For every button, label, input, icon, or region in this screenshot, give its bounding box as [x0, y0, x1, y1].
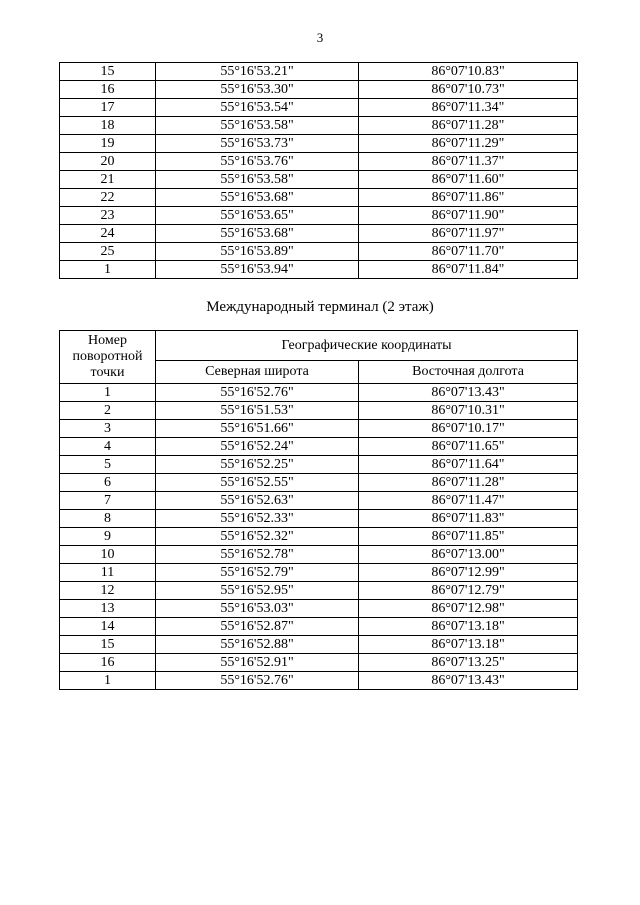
latitude-cell: 55°16'52.63" — [156, 492, 359, 510]
table-row — [60, 402, 578, 420]
longitude-cell: 86°07'10.83" — [359, 63, 578, 81]
latitude-cell: 55°16'53.30" — [156, 81, 359, 99]
latitude-cell: 55°16'51.66" — [156, 420, 359, 438]
point-number-cell: 11 — [60, 564, 156, 582]
point-number-cell: 3 — [60, 420, 156, 438]
table-row — [60, 63, 578, 81]
longitude-cell: 86°07'13.25" — [359, 654, 578, 672]
point-number-cell: 13 — [60, 600, 156, 618]
point-number-cell: 4 — [60, 438, 156, 456]
point-number-cell: 7 — [60, 492, 156, 510]
longitude-cell: 86°07'11.47" — [359, 492, 578, 510]
latitude-cell: 55°16'52.91" — [156, 654, 359, 672]
point-number-cell: 15 — [60, 63, 156, 81]
point-number-cell: 16 — [60, 81, 156, 99]
longitude-cell: 86°07'11.85" — [359, 528, 578, 546]
table-row — [60, 492, 578, 510]
point-number-cell: 21 — [60, 171, 156, 189]
latitude-cell: 55°16'53.89" — [156, 243, 359, 261]
longitude-cell: 86°07'11.97" — [359, 225, 578, 243]
longitude-cell: 86°07'11.86" — [359, 189, 578, 207]
latitude-cell: 55°16'53.58" — [156, 171, 359, 189]
point-number-cell: 24 — [60, 225, 156, 243]
longitude-cell: 86°07'11.37" — [359, 153, 578, 171]
latitude-cell: 55°16'53.68" — [156, 225, 359, 243]
longitude-cell: 86°07'10.73" — [359, 81, 578, 99]
point-number-cell: 5 — [60, 456, 156, 474]
longitude-cell: 86°07'13.00" — [359, 546, 578, 564]
table-row — [60, 528, 578, 546]
latitude-cell: 55°16'52.76" — [156, 672, 359, 690]
point-number-cell: 20 — [60, 153, 156, 171]
longitude-cell: 86°07'11.84" — [359, 261, 578, 279]
table-row — [60, 600, 578, 618]
point-number-cell: 14 — [60, 618, 156, 636]
latitude-cell: 55°16'53.58" — [156, 117, 359, 135]
header-longitude: Восточная долгота — [359, 361, 578, 384]
latitude-cell: 55°16'53.73" — [156, 135, 359, 153]
header-geo-coordinates: Географические координаты — [156, 331, 578, 361]
point-number-cell: 15 — [60, 636, 156, 654]
latitude-cell: 55°16'52.33" — [156, 510, 359, 528]
longitude-cell: 86°07'13.43" — [359, 672, 578, 690]
longitude-cell: 86°07'11.83" — [359, 510, 578, 528]
latitude-cell: 55°16'53.68" — [156, 189, 359, 207]
point-number-cell: 6 — [60, 474, 156, 492]
table-row — [60, 99, 578, 117]
table-row — [60, 117, 578, 135]
latitude-cell: 55°16'53.94" — [156, 261, 359, 279]
longitude-cell: 86°07'10.31" — [359, 402, 578, 420]
table-row — [60, 171, 578, 189]
longitude-cell: 86°07'11.60" — [359, 171, 578, 189]
longitude-cell: 86°07'11.65" — [359, 438, 578, 456]
table-row — [60, 618, 578, 636]
latitude-cell: 55°16'52.87" — [156, 618, 359, 636]
table-row — [60, 510, 578, 528]
point-number-cell: 16 — [60, 654, 156, 672]
table-row — [60, 135, 578, 153]
latitude-cell: 55°16'53.54" — [156, 99, 359, 117]
table2-body — [60, 384, 578, 690]
point-number-cell: 8 — [60, 510, 156, 528]
point-number-cell: 25 — [60, 243, 156, 261]
table2-header — [60, 331, 578, 384]
longitude-cell: 86°07'13.18" — [359, 636, 578, 654]
latitude-cell: 55°16'52.88" — [156, 636, 359, 654]
longitude-cell: 86°07'13.43" — [359, 384, 578, 402]
table-row — [60, 438, 578, 456]
table-row — [60, 456, 578, 474]
table-row — [60, 261, 578, 279]
latitude-cell: 55°16'52.55" — [156, 474, 359, 492]
latitude-cell: 55°16'52.78" — [156, 546, 359, 564]
point-number-cell: 12 — [60, 582, 156, 600]
latitude-cell: 55°16'52.95" — [156, 582, 359, 600]
latitude-cell: 55°16'52.32" — [156, 528, 359, 546]
point-number-cell: 1 — [60, 384, 156, 402]
point-number-cell: 10 — [60, 546, 156, 564]
header-point-number: Номер поворотной точки — [60, 331, 156, 384]
header-latitude: Северная широта — [156, 361, 359, 384]
latitude-cell: 55°16'53.03" — [156, 600, 359, 618]
longitude-cell: 86°07'13.18" — [359, 618, 578, 636]
table-row — [60, 474, 578, 492]
longitude-cell: 86°07'11.28" — [359, 474, 578, 492]
point-number-cell: 9 — [60, 528, 156, 546]
table1-body — [60, 63, 578, 279]
latitude-cell: 55°16'51.53" — [156, 402, 359, 420]
longitude-cell: 86°07'12.99" — [359, 564, 578, 582]
table-row — [60, 654, 578, 672]
longitude-cell: 86°07'11.90" — [359, 207, 578, 225]
coordinates-table-continued — [59, 62, 578, 279]
latitude-cell: 55°16'52.24" — [156, 438, 359, 456]
point-number-cell: 22 — [60, 189, 156, 207]
longitude-cell: 86°07'11.29" — [359, 135, 578, 153]
table-row — [60, 582, 578, 600]
point-number-cell: 1 — [60, 261, 156, 279]
longitude-cell: 86°07'11.70" — [359, 243, 578, 261]
longitude-cell: 86°07'11.28" — [359, 117, 578, 135]
table-caption: Международный терминал (2 этаж) — [206, 299, 434, 315]
table-row — [60, 384, 578, 402]
longitude-cell: 86°07'11.64" — [359, 456, 578, 474]
table-row — [60, 636, 578, 654]
point-number-cell: 1 — [60, 672, 156, 690]
table-row — [60, 672, 578, 690]
longitude-cell: 86°07'12.98" — [359, 600, 578, 618]
coordinates-table-terminal — [59, 330, 578, 690]
table-row — [60, 207, 578, 225]
point-number-cell: 18 — [60, 117, 156, 135]
table-row — [60, 189, 578, 207]
latitude-cell: 55°16'53.65" — [156, 207, 359, 225]
latitude-cell: 55°16'53.21" — [156, 63, 359, 81]
page-number: 3 — [316, 30, 324, 45]
longitude-cell: 86°07'10.17" — [359, 420, 578, 438]
longitude-cell: 86°07'12.79" — [359, 582, 578, 600]
table-row — [60, 153, 578, 171]
point-number-cell: 23 — [60, 207, 156, 225]
point-number-cell: 17 — [60, 99, 156, 117]
table-row — [60, 546, 578, 564]
point-number-cell: 2 — [60, 402, 156, 420]
latitude-cell: 55°16'52.76" — [156, 384, 359, 402]
point-number-cell: 19 — [60, 135, 156, 153]
table-row — [60, 564, 578, 582]
latitude-cell: 55°16'53.76" — [156, 153, 359, 171]
latitude-cell: 55°16'52.25" — [156, 456, 359, 474]
latitude-cell: 55°16'52.79" — [156, 564, 359, 582]
table-row — [60, 225, 578, 243]
table-row — [60, 81, 578, 99]
longitude-cell: 86°07'11.34" — [359, 99, 578, 117]
table-row — [60, 420, 578, 438]
table-row — [60, 243, 578, 261]
